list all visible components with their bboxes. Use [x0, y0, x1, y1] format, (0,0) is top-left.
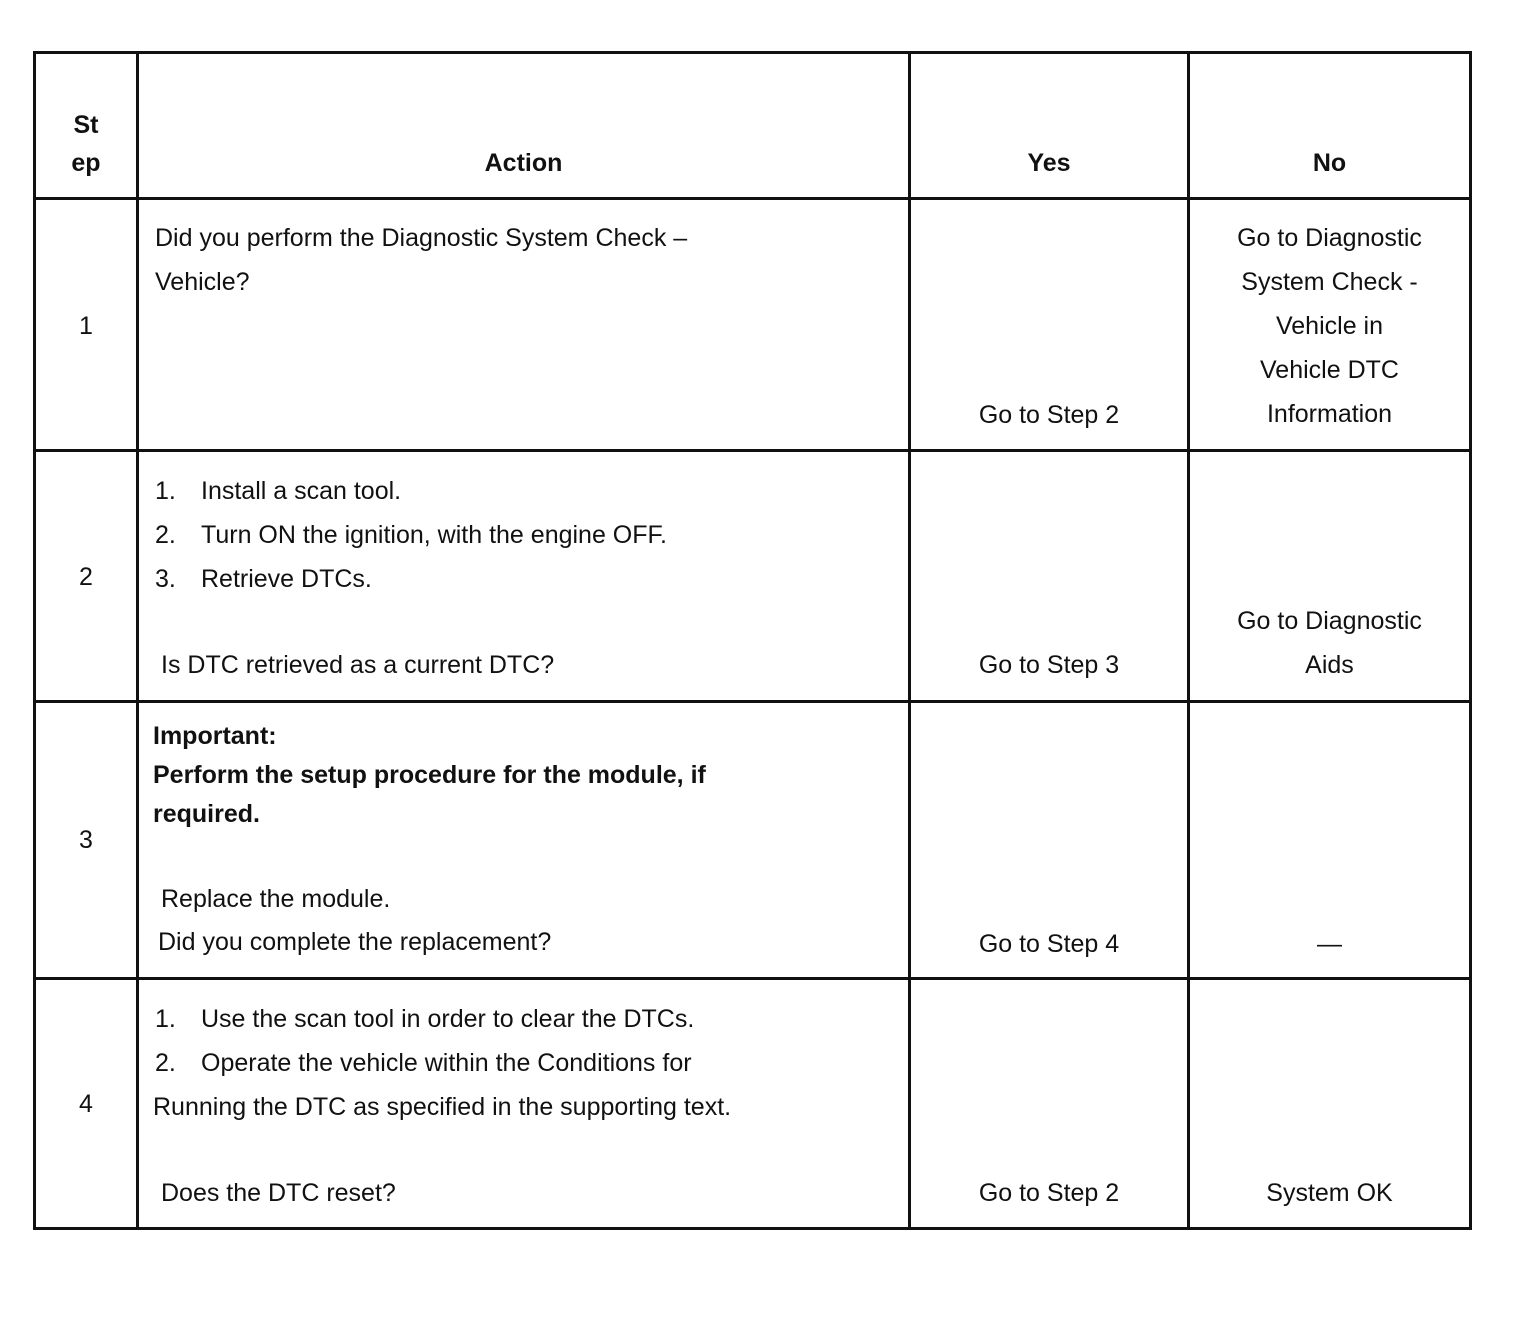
yes-cell	[910, 979, 1189, 1229]
action-line: Replace the module.	[161, 885, 391, 913]
no-result: System OK	[1266, 1179, 1393, 1207]
header-no	[1189, 53, 1471, 199]
action-question: Did you complete the replacement?	[158, 928, 552, 956]
action-question: Is DTC retrieved as a current DTC?	[161, 651, 555, 679]
yes-cell	[910, 451, 1189, 702]
table-row	[35, 979, 1471, 1229]
list-text: Use the scan tool in order to clear the DTCs.	[201, 1005, 695, 1033]
diagnostic-table	[33, 51, 1472, 1230]
action-cell	[138, 199, 910, 451]
table-header-row	[35, 53, 1471, 199]
list-number: 1.	[155, 477, 176, 505]
list-number: 2.	[155, 1049, 176, 1077]
no-line: Aids	[1305, 651, 1354, 679]
no-cell	[1189, 199, 1471, 451]
step-cell	[35, 199, 138, 451]
no-line: Vehicle in	[1275, 312, 1384, 340]
yes-link: Go to Step 2	[978, 401, 1120, 429]
list-text: Operate the vehicle within the Conditions for	[201, 1049, 692, 1077]
no-line: Go to Diagnostic	[1237, 224, 1422, 252]
table-row	[35, 199, 1471, 451]
table-row	[35, 451, 1471, 702]
header-yes-label: Yes	[1027, 149, 1071, 177]
list-number: 2.	[155, 521, 176, 549]
no-cell	[1189, 702, 1471, 979]
list-item	[155, 997, 694, 1041]
table-row	[35, 702, 1471, 979]
header-step	[35, 53, 138, 199]
list-item	[155, 557, 372, 601]
no-dash: —	[1317, 930, 1342, 958]
important-label: Important:	[153, 722, 277, 750]
header-action-label: Action	[484, 149, 563, 177]
action-line: Did you perform the Diagnostic System Check –	[155, 224, 688, 252]
action-cell	[138, 702, 910, 979]
no-line: Go to Diagnostic	[1237, 607, 1422, 635]
yes-link: Go to Step 2	[978, 1179, 1120, 1207]
action-line: Vehicle?	[155, 268, 250, 296]
yes-link: Go to Step 4	[978, 930, 1120, 958]
list-text: Install a scan tool.	[201, 477, 402, 505]
list-number: 1.	[155, 1005, 176, 1033]
list-number: 3.	[155, 565, 176, 593]
step-number: 3	[79, 826, 93, 854]
header-step-line1: St	[73, 111, 99, 139]
important-note-line: required.	[153, 800, 260, 828]
no-line: Information	[1266, 400, 1393, 428]
step-number: 1	[79, 312, 93, 340]
important-note-line: Perform the setup procedure for the module, if	[153, 761, 706, 789]
step-cell	[35, 451, 138, 702]
header-action	[138, 53, 910, 199]
list-text: Retrieve DTCs.	[201, 565, 372, 593]
list-text: Turn ON the ignition, with the engine OFF.	[201, 521, 667, 549]
no-cell	[1189, 979, 1471, 1229]
list-item	[155, 469, 401, 513]
action-cell	[138, 451, 910, 702]
step-cell	[35, 702, 138, 979]
step-cell	[35, 979, 138, 1229]
yes-link: Go to Step 3	[978, 651, 1120, 679]
action-cell	[138, 979, 910, 1229]
no-line: Vehicle DTC	[1260, 356, 1399, 384]
yes-cell	[910, 199, 1189, 451]
yes-cell	[910, 702, 1189, 979]
no-cell	[1189, 451, 1471, 702]
action-question: Does the DTC reset?	[161, 1179, 396, 1207]
header-yes	[910, 53, 1189, 199]
header-no-label: No	[1312, 149, 1347, 177]
action-line: Running the DTC as specified in the supporting text.	[153, 1093, 732, 1121]
step-number: 4	[79, 1090, 93, 1118]
list-item	[155, 513, 667, 557]
no-line: System Check -	[1241, 268, 1418, 296]
header-step-line2: ep	[71, 149, 101, 177]
step-number: 2	[79, 563, 93, 591]
list-item	[155, 1041, 692, 1085]
